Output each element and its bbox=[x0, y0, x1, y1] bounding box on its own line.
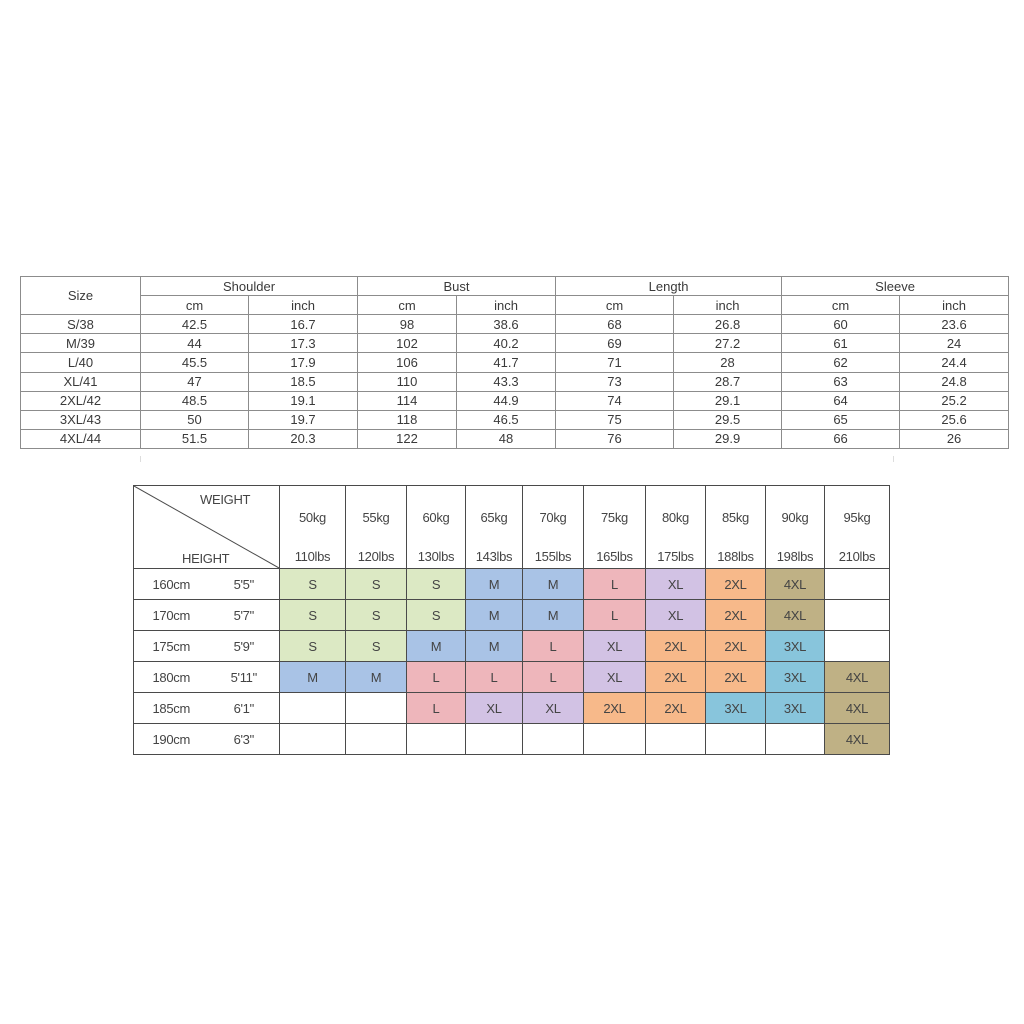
recommended-size-cell: XL bbox=[584, 631, 646, 662]
weight-lbs: 165lbs bbox=[596, 549, 633, 564]
recommended-size-cell: XL bbox=[466, 693, 523, 724]
empty-size-cell bbox=[346, 724, 407, 755]
size-row bbox=[21, 353, 1009, 372]
size-row bbox=[21, 315, 1009, 334]
size-label-cell: 2XL/42 bbox=[21, 391, 141, 410]
recommended-size-cell: S bbox=[407, 569, 466, 600]
size-fit-chart-body bbox=[134, 486, 890, 755]
weight-kg: 80kg bbox=[662, 510, 689, 525]
recommended-size-cell: L bbox=[523, 662, 584, 693]
weight-column-header bbox=[646, 486, 706, 569]
size-row bbox=[21, 429, 1009, 448]
shoulder-header: Shoulder bbox=[141, 277, 358, 296]
weight-column-header bbox=[825, 486, 890, 569]
measurement-cell: 73 bbox=[556, 372, 674, 391]
measurement-cell: 19.7 bbox=[249, 410, 358, 429]
measurement-cell: 76 bbox=[556, 429, 674, 448]
recommended-size-cell: L bbox=[584, 569, 646, 600]
measurement-cell: 17.3 bbox=[249, 334, 358, 353]
weight-lbs: 155lbs bbox=[534, 549, 572, 564]
recommended-size-cell: M bbox=[466, 631, 523, 662]
measurement-cell: 98 bbox=[358, 315, 457, 334]
weight-label: WEIGHT bbox=[200, 492, 251, 507]
weight-kg: 60kg bbox=[422, 510, 450, 525]
measurement-cell: 64 bbox=[782, 391, 900, 410]
weight-column-header bbox=[766, 486, 825, 569]
height-row bbox=[134, 693, 890, 724]
recommended-size-cell: XL bbox=[523, 693, 584, 724]
measurement-cell: 44 bbox=[141, 334, 249, 353]
unit-header-inch: inch bbox=[674, 296, 782, 315]
measurement-cell: 25.6 bbox=[900, 410, 1009, 429]
height-row bbox=[134, 631, 890, 662]
height-row bbox=[134, 569, 890, 600]
recommended-size-cell: 2XL bbox=[646, 662, 706, 693]
measurement-cell: 65 bbox=[782, 410, 900, 429]
weight-header-row bbox=[134, 486, 890, 569]
measurement-cell: 102 bbox=[358, 334, 457, 353]
recommended-size-cell: 2XL bbox=[646, 693, 706, 724]
empty-size-cell bbox=[346, 693, 407, 724]
unit-header-inch: inch bbox=[900, 296, 1009, 315]
size-row bbox=[21, 334, 1009, 353]
empty-size-cell bbox=[825, 600, 890, 631]
unit-header-cm: cm bbox=[782, 296, 900, 315]
measurement-table-body bbox=[21, 277, 1009, 449]
recommended-size-cell: S bbox=[346, 600, 407, 631]
measurement-cell: 29.1 bbox=[674, 391, 782, 410]
size-label-cell: L/40 bbox=[21, 353, 141, 372]
measurement-cell: 60 bbox=[782, 315, 900, 334]
unit-header-cm: cm bbox=[556, 296, 674, 315]
recommended-size-cell: M bbox=[466, 569, 523, 600]
unit-header-row bbox=[21, 296, 1009, 315]
weight-kg: 75kg bbox=[601, 510, 628, 525]
recommended-size-cell: S bbox=[280, 600, 346, 631]
height-cm: 160cm bbox=[134, 569, 209, 600]
height-row bbox=[134, 724, 890, 755]
recommended-size-cell: M bbox=[523, 600, 584, 631]
measurement-cell: 16.7 bbox=[249, 315, 358, 334]
weight-kg: 95kg bbox=[843, 510, 871, 525]
empty-size-cell bbox=[466, 724, 523, 755]
measurement-cell: 38.6 bbox=[457, 315, 556, 334]
weight-height-corner bbox=[134, 486, 280, 569]
measurement-cell: 62 bbox=[782, 353, 900, 372]
recommended-size-cell: 4XL bbox=[766, 569, 825, 600]
height-feet-inches: 6'3" bbox=[209, 724, 280, 755]
measurement-cell: 74 bbox=[556, 391, 674, 410]
measurement-cell: 24.4 bbox=[900, 353, 1009, 372]
recommended-size-cell: 2XL bbox=[646, 631, 706, 662]
measurement-cell: 46.5 bbox=[457, 410, 556, 429]
measurement-cell: 24.8 bbox=[900, 372, 1009, 391]
measurement-cell: 24 bbox=[900, 334, 1009, 353]
size-label-cell: 3XL/43 bbox=[21, 410, 141, 429]
empty-size-cell bbox=[706, 724, 766, 755]
measurement-cell: 28.7 bbox=[674, 372, 782, 391]
unit-header-inch: inch bbox=[457, 296, 556, 315]
measurement-cell: 114 bbox=[358, 391, 457, 410]
empty-size-cell bbox=[825, 631, 890, 662]
measurement-cell: 17.9 bbox=[249, 353, 358, 372]
empty-size-cell bbox=[766, 724, 825, 755]
measurement-cell: 28 bbox=[674, 353, 782, 372]
weight-lbs: 120lbs bbox=[357, 549, 395, 564]
weight-kg: 85kg bbox=[722, 510, 749, 525]
weight-lbs: 130lbs bbox=[417, 549, 455, 564]
recommended-size-cell: L bbox=[466, 662, 523, 693]
measurement-cell: 29.5 bbox=[674, 410, 782, 429]
recommended-size-cell: 4XL bbox=[825, 693, 890, 724]
measurement-cell: 68 bbox=[556, 315, 674, 334]
weight-kg: 65kg bbox=[480, 510, 508, 525]
recommended-size-cell: L bbox=[407, 693, 466, 724]
unit-header-cm: cm bbox=[141, 296, 249, 315]
height-cm: 190cm bbox=[134, 724, 209, 755]
height-cm: 180cm bbox=[134, 662, 209, 693]
measurement-cell: 106 bbox=[358, 353, 457, 372]
empty-size-cell bbox=[523, 724, 584, 755]
recommended-size-cell: L bbox=[584, 600, 646, 631]
measurement-cell: 41.7 bbox=[457, 353, 556, 372]
measurement-cell: 69 bbox=[556, 334, 674, 353]
measurement-cell: 43.3 bbox=[457, 372, 556, 391]
recommended-size-cell: 2XL bbox=[706, 569, 766, 600]
recommended-size-cell: S bbox=[280, 631, 346, 662]
measurement-cell: 122 bbox=[358, 429, 457, 448]
recommended-size-cell: XL bbox=[646, 569, 706, 600]
measurement-cell: 42.5 bbox=[141, 315, 249, 334]
measurement-cell: 19.1 bbox=[249, 391, 358, 410]
measurement-cell: 51.5 bbox=[141, 429, 249, 448]
measurement-cell: 40.2 bbox=[457, 334, 556, 353]
recommended-size-cell: XL bbox=[584, 662, 646, 693]
recommended-size-cell: 3XL bbox=[766, 693, 825, 724]
empty-size-cell bbox=[584, 724, 646, 755]
recommended-size-cell: 4XL bbox=[766, 600, 825, 631]
weight-column-header bbox=[523, 486, 584, 569]
empty-size-cell bbox=[825, 569, 890, 600]
recommended-size-cell: M bbox=[280, 662, 346, 693]
weight-column-header bbox=[407, 486, 466, 569]
recommended-size-cell: 3XL bbox=[766, 631, 825, 662]
unit-header-inch: inch bbox=[249, 296, 358, 315]
recommended-size-cell: 2XL bbox=[584, 693, 646, 724]
height-feet-inches: 5'9" bbox=[209, 631, 280, 662]
recommended-size-cell: 2XL bbox=[706, 600, 766, 631]
empty-size-cell bbox=[646, 724, 706, 755]
size-column-header: Size bbox=[21, 277, 141, 315]
weight-column-header bbox=[280, 486, 346, 569]
recommended-size-cell: S bbox=[407, 600, 466, 631]
measurement-cell: 50 bbox=[141, 410, 249, 429]
recommended-size-cell: S bbox=[346, 569, 407, 600]
size-label-cell: XL/41 bbox=[21, 372, 141, 391]
measurement-cell: 61 bbox=[782, 334, 900, 353]
measurement-cell: 27.2 bbox=[674, 334, 782, 353]
recommended-size-cell: 3XL bbox=[706, 693, 766, 724]
size-row bbox=[21, 410, 1009, 429]
measurement-cell: 75 bbox=[556, 410, 674, 429]
recommended-size-cell: M bbox=[466, 600, 523, 631]
weight-lbs: 210lbs bbox=[838, 549, 876, 564]
recommended-size-cell: L bbox=[523, 631, 584, 662]
empty-size-cell bbox=[280, 693, 346, 724]
empty-size-cell bbox=[280, 724, 346, 755]
weight-kg: 50kg bbox=[299, 510, 326, 525]
measurement-cell: 45.5 bbox=[141, 353, 249, 372]
recommended-size-cell: M bbox=[407, 631, 466, 662]
bust-header: Bust bbox=[358, 277, 556, 296]
recommended-size-cell: 2XL bbox=[706, 631, 766, 662]
measurement-cell: 26 bbox=[900, 429, 1009, 448]
height-cm: 175cm bbox=[134, 631, 209, 662]
weight-column-header bbox=[706, 486, 766, 569]
height-label: HEIGHT bbox=[182, 551, 230, 566]
recommended-size-cell: L bbox=[407, 662, 466, 693]
measurement-cell: 66 bbox=[782, 429, 900, 448]
measurement-cell: 48 bbox=[457, 429, 556, 448]
height-cm: 170cm bbox=[134, 600, 209, 631]
recommended-size-cell: 2XL bbox=[706, 662, 766, 693]
length-header: Length bbox=[556, 277, 782, 296]
measurement-cell: 18.5 bbox=[249, 372, 358, 391]
measurement-cell: 20.3 bbox=[249, 429, 358, 448]
height-row bbox=[134, 600, 890, 631]
recommended-size-cell: XL bbox=[646, 600, 706, 631]
measurement-cell: 71 bbox=[556, 353, 674, 372]
empty-size-cell bbox=[407, 724, 466, 755]
weight-lbs: 188lbs bbox=[717, 549, 754, 564]
height-feet-inches: 6'1" bbox=[209, 693, 280, 724]
size-row bbox=[21, 391, 1009, 410]
weight-column-header bbox=[346, 486, 407, 569]
measurement-table bbox=[20, 276, 1009, 449]
weight-lbs: 110lbs bbox=[294, 549, 331, 564]
height-row bbox=[134, 662, 890, 693]
measurement-cell: 23.6 bbox=[900, 315, 1009, 334]
weight-kg: 55kg bbox=[362, 510, 390, 525]
measurement-cell: 47 bbox=[141, 372, 249, 391]
weight-kg: 90kg bbox=[781, 510, 809, 525]
measurement-cell: 110 bbox=[358, 372, 457, 391]
measurement-cell: 48.5 bbox=[141, 391, 249, 410]
recommended-size-cell: S bbox=[346, 631, 407, 662]
weight-kg: 70kg bbox=[539, 510, 567, 525]
weight-column-header bbox=[584, 486, 646, 569]
group-header-row bbox=[21, 277, 1009, 296]
weight-lbs: 143lbs bbox=[475, 549, 513, 564]
recommended-size-cell: 4XL bbox=[825, 724, 890, 755]
size-label-cell: M/39 bbox=[21, 334, 141, 353]
recommended-size-cell: 3XL bbox=[766, 662, 825, 693]
recommended-size-cell: M bbox=[523, 569, 584, 600]
height-feet-inches: 5'7" bbox=[209, 600, 280, 631]
sleeve-header: Sleeve bbox=[782, 277, 1009, 296]
measurement-cell: 26.8 bbox=[674, 315, 782, 334]
size-fit-chart bbox=[133, 485, 890, 755]
recommended-size-cell: M bbox=[346, 662, 407, 693]
recommended-size-cell: S bbox=[280, 569, 346, 600]
height-cm: 185cm bbox=[134, 693, 209, 724]
unit-header-cm: cm bbox=[358, 296, 457, 315]
recommended-size-cell: 4XL bbox=[825, 662, 890, 693]
size-row bbox=[21, 372, 1009, 391]
size-label-cell: 4XL/44 bbox=[21, 429, 141, 448]
height-feet-inches: 5'11" bbox=[209, 662, 280, 693]
divider bbox=[140, 456, 894, 462]
height-feet-inches: 5'5" bbox=[209, 569, 280, 600]
weight-column-header bbox=[466, 486, 523, 569]
measurement-cell: 63 bbox=[782, 372, 900, 391]
size-label-cell: S/38 bbox=[21, 315, 141, 334]
weight-lbs: 198lbs bbox=[776, 549, 814, 564]
measurement-cell: 29.9 bbox=[674, 429, 782, 448]
weight-lbs: 175lbs bbox=[657, 549, 694, 564]
measurement-cell: 44.9 bbox=[457, 391, 556, 410]
measurement-cell: 25.2 bbox=[900, 391, 1009, 410]
measurement-cell: 118 bbox=[358, 410, 457, 429]
